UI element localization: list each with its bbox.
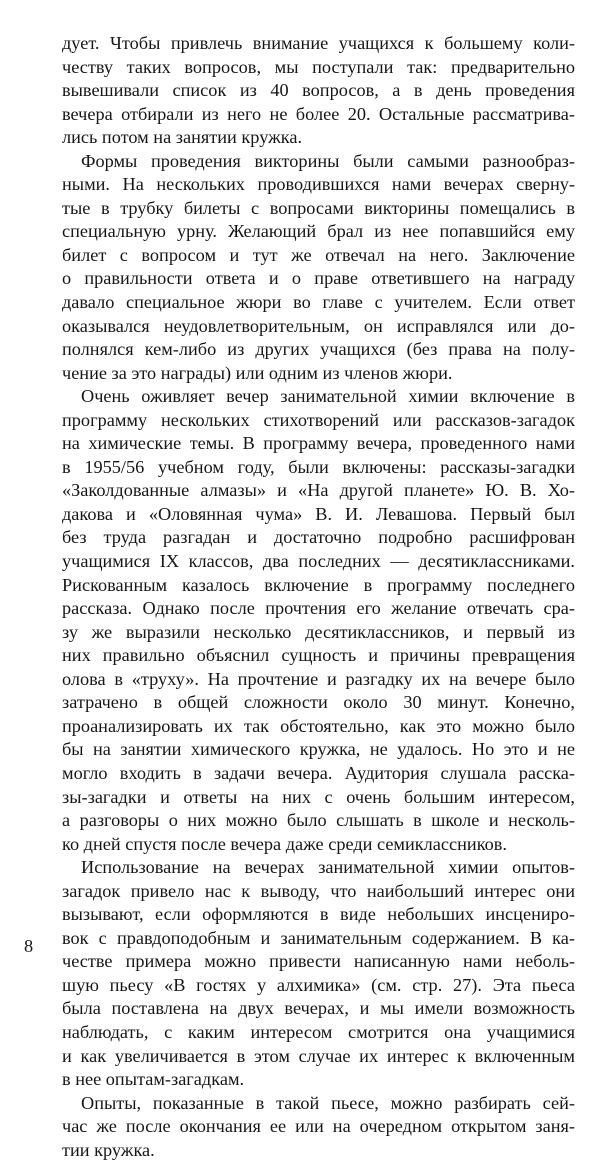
text-line: зы-загадки и ответы на них с очень большим интересом, [62, 786, 575, 807]
text-line: тии кружка. [62, 1139, 155, 1160]
text-line: Очень оживляет вечер занимательной химии включение в [81, 386, 575, 407]
paragraph-5 [62, 1092, 575, 1162]
text-line: ными. На нескольких проводившихся нами вечерах сверну- [62, 174, 575, 195]
text-line: тые в трубку билеты с вопросами викторины помещались в [62, 197, 575, 218]
text-line: Опыты, показанные в такой пьесе, можно разбирать сей- [81, 1092, 575, 1113]
text-line: без труда разгадан и достаточно подробно расшифрован [62, 527, 575, 548]
paragraph-4 [62, 856, 575, 1091]
text-line: вок с правдоподобным и занимательным содержанием. В ка- [62, 927, 575, 948]
text-line: о правильности ответа и о праве ответившего на награду [62, 268, 575, 289]
text-line: на химические темы. В программу вечера, проведенного нами [62, 433, 575, 454]
page-number: 8 [24, 936, 34, 956]
text-line: чение за это награды) или одним из членов жюри. [62, 362, 453, 383]
text-line: Рискованным казалось включение в программу последнего [62, 574, 575, 595]
text-line: честве примера можно привести написанную нами неболь- [62, 951, 575, 972]
text-line: шую пьесу «В гостях у алхимика» (см. стр. 27). Эта пьеса [62, 974, 575, 995]
text-line: и как увеличивается в этом случае их интерес к включенным [62, 1045, 575, 1066]
text-line: вызывают, если оформляются в виде небольших инсцениро- [62, 904, 575, 925]
text-column [62, 32, 575, 1162]
text-line: дует. Чтобы привлечь внимание учащихся к большему коли- [62, 33, 575, 53]
text-line: «Заколдованные алмазы» и «На другой планете» Ю. В. Хо- [62, 480, 575, 501]
text-line: вечера отбирали из него не более 20. Остальные рассматрива- [62, 103, 575, 124]
paragraph-1 [62, 32, 575, 150]
text-line: билет с вопросом и тут же отвечал на него. Заключение [62, 244, 575, 265]
text-line: могло входить в задачи вечера. Аудитория слушала расска- [62, 762, 575, 783]
text-line: в нее опытам-загадкам. [62, 1069, 245, 1090]
text-line: олова в «труху». На прочтение и разгадку их на вечере было [62, 668, 575, 689]
text-line: рассказа. Однако после прочтения его желание отвечать сра- [62, 598, 575, 619]
text-line: загадок привело нас к выводу, что наибольший интерес они [62, 880, 575, 901]
text-line: Формы проведения викторины были самыми разнообраз- [81, 150, 575, 171]
text-line: полнялся кем-либо из других учащихся (без права на полу- [62, 339, 575, 360]
text-line: дакова и «Оловянная чума» В. И. Левашова. Первый был [62, 503, 575, 524]
text-line: ко дней спустя после вечера даже среди семиклассников. [62, 833, 507, 854]
paragraph-3 [62, 385, 575, 856]
text-line: час же после окончания ее или на очередном открытом заня- [62, 1116, 575, 1137]
text-line: Использование на вечерах занимательной химии опытов- [81, 857, 575, 878]
text-line: была поставлена на двух вечерах, и мы имели возможность [62, 998, 575, 1019]
text-line: учащимися IX классов, два последних — десятиклассниками. [62, 551, 575, 572]
text-line: затрачено в общей сложности около 30 минут. Конечно, [62, 692, 575, 713]
paragraph-2 [62, 150, 575, 385]
text-line: лись потом на занятии кружка. [62, 127, 303, 148]
text-line: зу же выразили несколько десятиклассников, и первый из [62, 621, 575, 642]
text-line: программу нескольких стихотворений или рассказов-загадок [62, 409, 575, 430]
text-line: бы на занятии химического кружка, не удалось. Но это и не [62, 739, 575, 760]
text-line: специальную урну. Желающий брал из нее попавшийся ему [62, 221, 575, 242]
text-line: честву таких вопросов, мы поступали так: предварительно [62, 56, 575, 77]
text-line: вывешивали список из 40 вопросов, а в день проведения [62, 80, 575, 101]
text-line: проанализировать их так обстоятельно, как это можно было [62, 715, 575, 736]
text-line: оказывался неудовлетворительным, он исправлялся или до- [62, 315, 575, 336]
text-line: наблюдать, с каким интересом смотрится она учащимися [62, 1021, 575, 1042]
text-line: них правильно объяснил сущность и причины превращения [62, 645, 575, 666]
text-line: в 1955/56 учебном году, были включены: рассказы-загадки [62, 456, 575, 477]
text-line: а разговоры о них можно было слышать в школе и несколь- [62, 810, 575, 831]
text-line: давало специальное жюри во главе с учителем. Если ответ [62, 292, 575, 313]
